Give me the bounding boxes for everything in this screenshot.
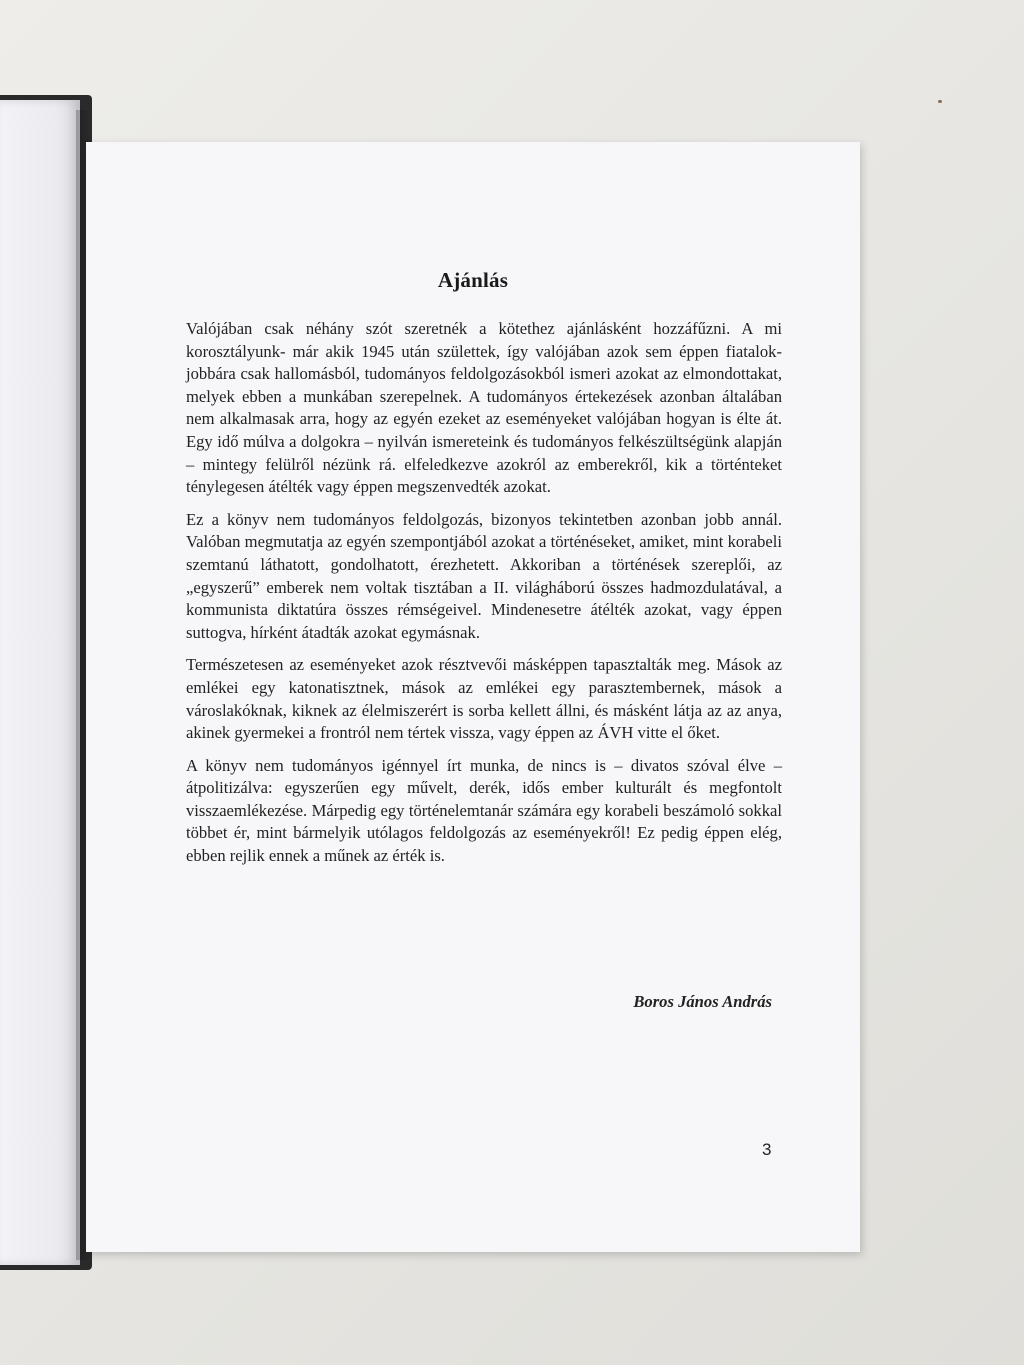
paragraph: Ez a könyv nem tudományos feldolgozás, bizonyos tekintetben azonban jobb annál. Valóban megmutatja az egyén szempontjából azokat a történéseket, amiket, mint korabeli szemtanú láthatott, gondolhatott, érezhetett. Akkoriban a történések szereplői, az „egyszerű” emberek nem voltak tisztában a II. világháború összes hadmozdulatával, a kommunista diktatúra összes rémségeivel. Mindenesetre átélték azokat, vagy éppen suttogva, hírként átadták azokat egymásnak.	[186, 509, 782, 642]
page-number: 3	[762, 1140, 772, 1159]
body-text	[186, 318, 782, 878]
author-signature: Boros János András	[633, 992, 772, 1011]
page-title: Ajánlás	[437, 268, 509, 292]
paragraph: Valójában csak néhány szót szeretnék a kötethez ajánlásként hozzáfűzni. A mi korosztályunk- már akik 1945 után születtek, így valójában azok sem éppen fiatalok- jobbára csak hallomásból, tudományos feldolgozásokból ismeri azokat az elmondottakat, melyek ebben a munkában szerepelnek. A tudományos értekezések azonban általában nem alkalmasak arra, hogy az egyén ezeket az eseményeket valójában hogyan is élte át. Egy idő múlva a dolgokra – nyilván ismereteink és tudományos felkészültségünk alapján – mintegy felülről nézünk rá. elfeledkezve azokról az emberekről, kik a történteket ténylegesen átélték vagy éppen megszenvedték azokat.	[186, 319, 782, 497]
right-page	[86, 142, 860, 1252]
paragraph: A könyv nem tudományos igénnyel írt munka, de nincs is – divatos szóval élve – átpolitizálva: egyszerűen egy művelt, derék, idős ember kulturált és megfontolt visszaemlékezése. Márpedig egy történelemtanár számára egy korabeli beszámoló sokkal többet ér, mint bármelyik utólagos feldolgozás az eseményekről! Ez pedig éppen elég, ebben rejlik ennek a műnek az érték is.	[186, 755, 782, 866]
paragraph: Természetesen az eseményeket azok résztvevői másképpen tapasztalták meg. Mások az emlékei egy katonatisztnek, mások az emlékei egy parasztembernek, mások a városlakóknak, kiknek az élelmiszerért is sorba kellett állni, és másként látja az az anya, akinek gyermekei a frontról nem tértek vissza, vagy éppen az ÁVH vitte el őket.	[186, 655, 782, 743]
left-page	[0, 100, 80, 1265]
surface-speck	[938, 100, 942, 103]
